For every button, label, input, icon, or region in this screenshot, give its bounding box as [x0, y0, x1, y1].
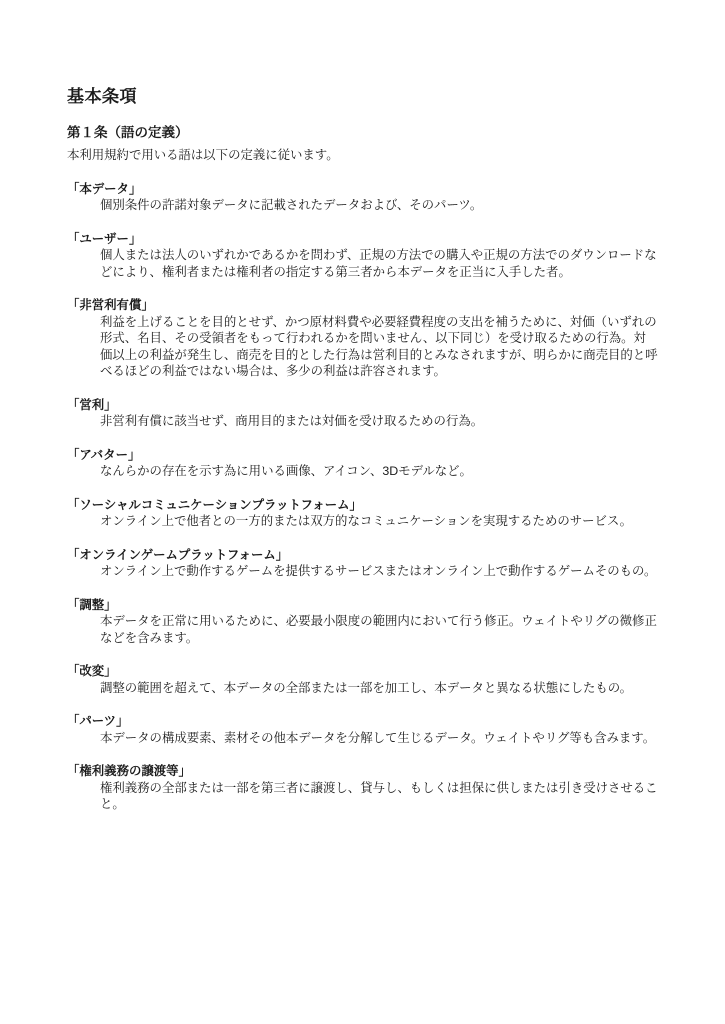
definition-term: 「アバター」	[67, 447, 141, 462]
definition-text: 本データを正常に用いるために、必要最小限度の範囲内において行う修正。ウェイトやリグの微修正などを含みます。	[100, 614, 657, 645]
definition-text: 個別条件の許諾対象データに記載されたデータおよび、そのパーツ。	[100, 198, 483, 212]
definition-term: 「改変」	[67, 664, 117, 678]
definition-item	[67, 181, 658, 214]
definition-item	[67, 547, 658, 580]
definition-text: 利益を上げることを目的とせず、かつ原材料費や必要経費程度の支出を補うために、対価（いずれの形式、名目、その受領者をもって行われるかを問いません、以下同じ）を受け取るための行為。対価以上の利益が発生し、商売を目的とした行為は営利目的とみなされますが、明らかに商売目的と呼べるほどの利益ではない場合は、多少の利益は許容されます。	[100, 314, 658, 378]
definition-item	[67, 597, 658, 647]
definition-text: 非営利有償に該当せず、商用目的または対価を受け取るための行為。	[100, 414, 484, 428]
document-title: 基本条項	[67, 87, 137, 106]
definition-term: 「営利」	[67, 397, 117, 412]
definition-term: 「本データ」	[67, 181, 142, 196]
definition-text: 調整の範囲を超えて、本データの全部または一部を加工し、本データと異なる状態にしたもの。	[100, 680, 633, 695]
definition-term: 「非営利有償」	[67, 298, 154, 312]
definition-item	[67, 447, 658, 480]
definition-text: オンライン上で他者との一方的または双方的なコミュニケーションを実現するためのサービス。	[100, 514, 633, 528]
definition-term: 「ユーザー」	[67, 231, 142, 246]
definition-item	[67, 497, 658, 530]
definition-text: 本データの構成要素、素材その他本データを分解して生じるデータ。ウェイトやリグ等も含みます。	[100, 730, 656, 745]
definition-term: 「ソーシャルコミュニケーションプラットフォーム」	[67, 497, 362, 512]
definition-term: 「パーツ」	[67, 714, 129, 728]
definition-term: 「調整」	[67, 597, 117, 612]
definition-text: なんらかの存在を示す為に用いる画像、アイコン、3Dモデルなど。	[100, 464, 472, 478]
definition-text: オンライン上で動作するゲームを提供するサービスまたはオンライン上で動作するゲームそのもの。	[100, 564, 657, 578]
definition-item	[67, 231, 658, 281]
article-intro: 本利用規約で用いる語は以下の定義に従います。	[67, 148, 339, 162]
definition-item	[67, 297, 658, 380]
definition-text: 個人または法人のいずれかであるかを問わず、正規の方法での購入や正規の方法でのダウンロードなどにより、権利者または権利者の指定する第三者から本データを正当に入手した者。	[100, 248, 657, 279]
definition-item	[67, 763, 658, 813]
definition-term: 「権利義務の譲渡等」	[67, 764, 191, 778]
definition-item	[67, 663, 658, 696]
definition-item	[67, 397, 658, 430]
definition-term: 「オンラインゲームプラットフォーム」	[67, 547, 289, 562]
article-heading: 第１条（語の定義）	[67, 125, 189, 140]
definition-item	[67, 713, 658, 746]
definition-text: 権利義務の全部または一部を第三者に譲渡し、貸与し、もしくは担保に供しまたは引き受けさせること。	[100, 780, 658, 811]
